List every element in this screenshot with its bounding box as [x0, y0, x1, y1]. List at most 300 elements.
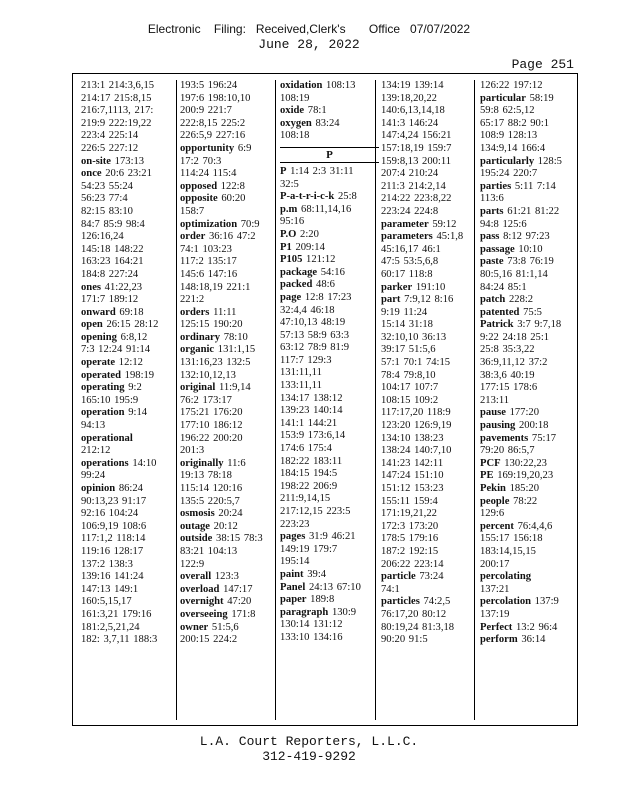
column-divider	[275, 80, 276, 720]
index-term: patented	[480, 306, 520, 318]
index-entry	[381, 193, 480, 206]
index-refs: 137:2 138:3	[81, 558, 133, 570]
index-refs: 76:17,20 80:12	[381, 608, 447, 620]
index-term: people	[480, 495, 510, 507]
index-refs: 32:4,4 46:18	[280, 304, 335, 316]
index-refs: 138:24 140:7,10	[381, 445, 452, 457]
index-entry	[480, 344, 579, 357]
index-entry	[480, 571, 579, 584]
index-refs: 147:4,24 156:21	[381, 130, 452, 142]
index-frame	[72, 73, 578, 726]
index-refs: 198:22 206:9	[280, 480, 338, 492]
index-entry	[280, 506, 379, 519]
index-refs: 59:8 62:5,12	[480, 105, 535, 117]
index-entry	[381, 483, 480, 496]
index-entry	[180, 357, 279, 370]
index-refs: 7:3 12:24 91:14	[81, 344, 151, 356]
index-entry	[480, 269, 579, 282]
index-term: particle	[381, 571, 416, 583]
index-term: open	[81, 319, 103, 331]
index-entry	[180, 282, 279, 295]
index-refs: 24:13 67:10	[308, 581, 361, 593]
index-entry	[381, 508, 480, 521]
index-entry	[381, 521, 480, 534]
index-refs: 141:3 146:24	[381, 117, 439, 129]
index-refs: 106:9,19 108:6	[81, 520, 147, 532]
index-entry	[480, 294, 579, 307]
index-entry	[81, 80, 180, 93]
index-entry	[381, 181, 480, 194]
index-entry	[480, 458, 579, 471]
index-refs: 51:5,6	[211, 621, 239, 633]
index-entry	[180, 458, 279, 471]
index-refs: 57:1 70:1 74:15	[381, 357, 451, 369]
index-refs: 175:21 176:20	[180, 407, 243, 419]
index-entry	[280, 430, 379, 443]
index-column-2	[180, 80, 279, 720]
index-entry	[280, 130, 379, 143]
index-entry	[280, 367, 379, 380]
index-refs: 14:10	[132, 457, 157, 469]
index-refs: 137:19	[480, 608, 510, 620]
index-refs: 13:2 96:4	[516, 621, 558, 633]
index-term: pavements	[480, 432, 529, 444]
index-refs: 147:13 149:1	[81, 583, 139, 595]
index-entry	[81, 357, 180, 370]
index-refs: 26:15 28:12	[106, 319, 159, 331]
index-refs: 214:22 223:8,22	[381, 193, 452, 205]
index-refs: 201:3	[180, 445, 205, 457]
index-refs: 32:10,10 36:13	[381, 331, 447, 343]
index-entry	[81, 307, 180, 320]
index-refs: 182:22 183:11	[280, 455, 343, 467]
index-refs: 148:18,19 221:1	[180, 281, 251, 293]
index-refs: 122:8	[220, 180, 245, 192]
index-entry	[480, 256, 579, 269]
index-term: once	[81, 168, 102, 180]
index-entry	[381, 344, 480, 357]
index-entry	[81, 168, 180, 181]
index-entry	[180, 445, 279, 458]
index-refs: 193:5 196:24	[180, 80, 238, 91]
index-entry	[381, 420, 480, 433]
index-refs: 139:16 141:24	[81, 571, 144, 583]
index-entry	[81, 584, 180, 597]
index-entry	[180, 571, 279, 584]
index-refs: 174:6 175:4	[280, 443, 332, 455]
index-entry	[81, 219, 180, 232]
index-entry	[280, 632, 379, 645]
index-refs: 223:24 224:8	[381, 205, 439, 217]
index-refs: 9:14	[128, 407, 148, 419]
index-entry	[180, 156, 279, 169]
index-refs: 172:3 173:20	[381, 520, 439, 532]
index-refs: 108:13	[326, 80, 356, 91]
index-refs: 36:14	[521, 634, 546, 646]
index-refs: 122:9	[180, 558, 205, 570]
index-entry	[180, 584, 279, 597]
index-refs: 84:24 85:1	[480, 281, 527, 293]
index-refs: 70:9	[240, 218, 260, 230]
index-refs: 223:4 225:14	[81, 130, 139, 142]
index-entry	[381, 319, 480, 332]
index-refs: 65:17 88:2 90:1	[480, 117, 550, 129]
index-refs: 123:20 126:9,19	[381, 420, 452, 432]
index-refs: 126:16,24	[81, 231, 124, 243]
index-entry	[280, 393, 379, 406]
index-refs: 20:24	[218, 508, 243, 520]
index-entry	[381, 407, 480, 420]
index-entry	[280, 93, 379, 106]
index-entry	[81, 420, 180, 433]
index-refs: 54:16	[320, 266, 345, 278]
index-refs: 36:16 47:2	[208, 231, 256, 243]
index-entry	[180, 206, 279, 219]
index-refs: 108:9 128:13	[480, 130, 538, 142]
index-entry	[180, 130, 279, 143]
index-refs: 47:10,13 48:19	[280, 317, 346, 329]
index-entry	[480, 181, 579, 194]
index-entry	[81, 622, 180, 635]
index-entry	[81, 143, 180, 156]
index-refs: 76:4,4,6	[517, 520, 553, 532]
index-refs: 196:22 200:20	[180, 432, 243, 444]
index-refs: 147:24 151:10	[381, 470, 444, 482]
index-term: parties	[480, 180, 512, 192]
index-entry	[81, 634, 180, 647]
index-term: Pekin	[480, 483, 506, 494]
index-refs: 141:1 144:21	[280, 417, 338, 429]
index-refs: 48:6	[316, 279, 335, 291]
index-refs: 79:20 86:5,7	[480, 445, 535, 457]
index-term: parts	[480, 205, 504, 217]
index-refs: 216:7,1113, 217:	[81, 105, 154, 117]
index-refs: 213:11	[480, 394, 510, 406]
index-entry	[180, 80, 279, 93]
index-entry	[180, 344, 279, 357]
index-entry	[280, 242, 379, 255]
index-refs: 104:17 107:7	[381, 382, 439, 394]
index-refs: 128:5	[537, 155, 562, 167]
index-refs: 59:12	[432, 218, 457, 230]
index-refs: 198:19	[124, 369, 155, 381]
index-refs: 76:2 173:17	[180, 394, 232, 406]
index-entry	[280, 191, 379, 204]
index-term: operation	[81, 407, 125, 419]
index-term: opposed	[180, 180, 218, 192]
index-refs: 184:8 227:24	[81, 268, 139, 280]
footer-phone: 312-419-9292	[262, 749, 356, 764]
index-refs: 187:2 192:15	[381, 545, 439, 557]
index-refs: 177:15 178:6	[480, 382, 538, 394]
index-entry	[480, 370, 579, 383]
index-entry	[81, 118, 180, 131]
index-entry	[381, 445, 480, 458]
index-entry	[81, 181, 180, 194]
index-entry	[381, 294, 480, 307]
index-entry	[480, 596, 579, 609]
index-entry	[280, 493, 379, 506]
index-refs: 178:5 179:16	[381, 533, 439, 545]
index-refs: 157:18,19 159:7	[381, 142, 452, 154]
index-term: on-site	[81, 155, 112, 167]
index-term: opening	[81, 331, 117, 343]
index-entry	[480, 521, 579, 534]
index-term: patch	[480, 294, 506, 306]
index-refs: 177:10 186:12	[180, 420, 243, 432]
index-term: parameter	[381, 218, 429, 230]
efiling-stamp: Electronic Filing: Received,Clerk's Office 07/07/2022	[147, 22, 471, 36]
index-entry	[280, 544, 379, 557]
index-entry	[180, 118, 279, 131]
index-term: PE	[480, 470, 494, 482]
index-refs: 78:10	[223, 331, 248, 343]
index-refs: 58:19	[529, 92, 554, 104]
index-entry	[381, 244, 480, 257]
index-entry	[280, 118, 379, 131]
index-refs: 117:1,2 118:14	[81, 533, 146, 545]
index-refs: 45:1,8	[436, 231, 464, 243]
index-entry	[81, 445, 180, 458]
index-refs: 130:14 131:12	[280, 619, 343, 631]
index-term: package	[280, 266, 318, 278]
index-entry	[480, 622, 579, 635]
index-entry	[381, 93, 480, 106]
index-refs: 2:20	[300, 228, 319, 240]
index-term: page	[280, 291, 302, 303]
index-refs: 119:16 128:17	[81, 545, 144, 557]
index-refs: 173:13	[114, 155, 145, 167]
index-term: overseeing	[180, 608, 228, 620]
index-refs: 191:10	[415, 281, 446, 293]
index-term: owner	[180, 621, 209, 633]
index-refs: 78:22	[513, 495, 538, 507]
index-column-1	[81, 80, 180, 720]
index-refs: 74:1 103:23	[180, 243, 232, 255]
index-entry	[81, 458, 180, 471]
index-term: P	[280, 165, 287, 177]
index-refs: 80:19,24 81:3,18	[381, 621, 455, 633]
index-term: PCF	[480, 457, 501, 469]
index-term: operating	[81, 382, 125, 394]
index-refs: 228:2	[508, 294, 534, 306]
index-entry	[280, 229, 379, 242]
index-entry	[280, 305, 379, 318]
index-entry	[180, 395, 279, 408]
index-entry	[280, 380, 379, 393]
index-entry	[280, 166, 379, 179]
index-entry	[180, 105, 279, 118]
index-entry	[81, 559, 180, 572]
index-entry	[381, 596, 480, 609]
index-term: orders	[180, 306, 210, 318]
section-letter: P	[280, 147, 379, 163]
index-entry	[180, 143, 279, 156]
index-refs: 90:13,23 91:17	[81, 495, 147, 507]
index-refs: 25:8	[337, 191, 357, 203]
index-refs: 130:9	[331, 606, 357, 618]
index-refs: 147:17	[223, 583, 253, 595]
index-entry	[180, 622, 279, 635]
index-entry	[480, 420, 579, 433]
index-entry	[180, 193, 279, 206]
index-entry	[180, 319, 279, 332]
index-refs: 217:12,15 223:5	[280, 506, 351, 517]
index-refs: 211:3 214:2,14	[381, 180, 446, 192]
index-refs: 41:22,23	[104, 281, 143, 293]
index-term: paper	[280, 594, 307, 606]
index-term: perform	[480, 634, 518, 646]
index-refs: 200:18	[519, 420, 549, 432]
index-term: p.m	[280, 203, 298, 215]
index-refs: 9:2	[128, 382, 142, 394]
index-refs: 94:13	[81, 420, 106, 432]
index-refs: 20:12	[213, 520, 238, 532]
index-refs: 90:20 91:5	[381, 634, 428, 646]
index-term: particularly	[480, 155, 535, 167]
index-refs: 6:8,12	[120, 331, 148, 343]
index-entry	[180, 332, 279, 345]
index-refs: 114:24 115:4	[180, 168, 237, 180]
index-entry	[81, 470, 180, 483]
index-entry	[381, 219, 480, 232]
index-refs: 117:17,20 118:9	[381, 407, 451, 419]
index-refs: 139:23 140:14	[280, 405, 343, 417]
index-term: pass	[480, 231, 500, 243]
index-entry	[381, 634, 480, 647]
index-entry	[381, 80, 480, 93]
index-entry	[280, 292, 379, 305]
index-term: operated	[81, 369, 122, 381]
index-entry	[180, 521, 279, 534]
index-entry	[81, 282, 180, 295]
index-entry	[381, 130, 480, 143]
index-refs: 149:19 179:7	[280, 543, 338, 555]
index-refs: 9:22 24:18 25:1	[480, 331, 550, 343]
index-term: P105	[280, 254, 303, 266]
index-entry	[381, 571, 480, 584]
index-refs: 36:9,11,12 37:2	[480, 357, 548, 369]
index-term: oxide	[280, 105, 305, 117]
index-term: part	[381, 294, 401, 306]
index-refs: 68:11,14,16	[301, 203, 352, 215]
index-refs: 195:24 220:7	[480, 168, 538, 180]
index-entry	[280, 405, 379, 418]
index-entry	[280, 582, 379, 595]
index-term: percolating	[480, 571, 532, 583]
index-entry	[280, 468, 379, 481]
index-refs: 161:3,21 179:16	[81, 608, 152, 620]
index-entry	[180, 181, 279, 194]
index-refs: 212:12	[81, 445, 111, 457]
index-refs: 94:8 125:6	[480, 218, 527, 230]
index-term: parker	[381, 281, 413, 293]
index-term: pausing	[480, 420, 516, 432]
index-entry	[381, 282, 480, 295]
index-term: P1	[280, 241, 292, 253]
index-entry	[81, 231, 180, 244]
index-entry	[480, 433, 579, 446]
index-refs: 160:5,15,17	[81, 596, 132, 608]
index-term: percent	[480, 520, 514, 532]
index-refs: 171:19,21,22	[381, 508, 437, 520]
index-refs: 171:8	[231, 608, 256, 620]
index-entry	[480, 559, 579, 572]
index-entry	[480, 496, 579, 509]
index-refs: 169:19,20,23	[497, 470, 554, 482]
index-term: oxidation	[280, 80, 323, 91]
index-entry	[381, 143, 480, 156]
column-divider	[176, 80, 177, 720]
index-entry	[381, 269, 480, 282]
index-refs: 211:9,14,15	[280, 493, 331, 505]
index-refs: 115:14 120:16	[180, 483, 243, 494]
index-entry	[381, 357, 480, 370]
index-entry	[381, 470, 480, 483]
index-refs: 17:2 70:3	[180, 155, 222, 167]
index-refs: 129:6	[480, 508, 505, 520]
index-entry	[180, 269, 279, 282]
index-entry	[480, 130, 579, 143]
index-term: percolation	[480, 596, 532, 608]
index-entry	[480, 483, 579, 496]
index-refs: 145:6 147:16	[180, 268, 238, 280]
index-entry	[480, 508, 579, 521]
index-entry	[180, 420, 279, 433]
index-refs: 132:10,12,13	[180, 369, 236, 381]
index-entry	[480, 156, 579, 169]
index-entry	[381, 105, 480, 118]
index-refs: 200:9 221:7	[180, 105, 232, 117]
index-entry	[180, 508, 279, 521]
index-entry	[180, 559, 279, 572]
index-entry	[480, 546, 579, 559]
index-term: particles	[381, 596, 420, 608]
index-entry	[480, 282, 579, 295]
index-refs: 84:7 85:9 98:4	[81, 218, 145, 230]
index-refs: 207:4 210:24	[381, 168, 439, 180]
index-refs: 135:5 220:5,7	[180, 495, 240, 507]
index-refs: 137:21	[480, 583, 510, 595]
index-entry	[480, 168, 579, 181]
index-refs: 131:1,15	[217, 344, 256, 356]
index-column-5	[480, 80, 579, 720]
index-term: P-a-t-r-i-c-k	[280, 191, 335, 203]
index-entry	[381, 382, 480, 395]
index-column-3	[280, 80, 379, 720]
index-refs: 134:9,14 166:4	[480, 142, 546, 154]
index-entry	[480, 332, 579, 345]
index-refs: 108:19	[280, 92, 310, 104]
index-entry	[81, 105, 180, 118]
index-refs: 200:17	[480, 558, 510, 570]
index-entry	[480, 470, 579, 483]
index-entry	[81, 546, 180, 559]
index-entry	[81, 407, 180, 420]
index-entry	[180, 483, 279, 496]
index-refs: 140:6,13,14,18	[381, 105, 445, 117]
index-entry	[280, 342, 379, 355]
index-term: P.O	[280, 228, 297, 240]
index-entry	[81, 433, 180, 446]
index-refs: 25:8 35:3,22	[480, 344, 535, 356]
index-entry	[81, 344, 180, 357]
index-entry	[280, 456, 379, 469]
index-refs: 45:16,17 46:1	[381, 243, 441, 255]
index-entry	[81, 609, 180, 622]
index-term: paint	[280, 568, 304, 580]
index-entry	[180, 546, 279, 559]
